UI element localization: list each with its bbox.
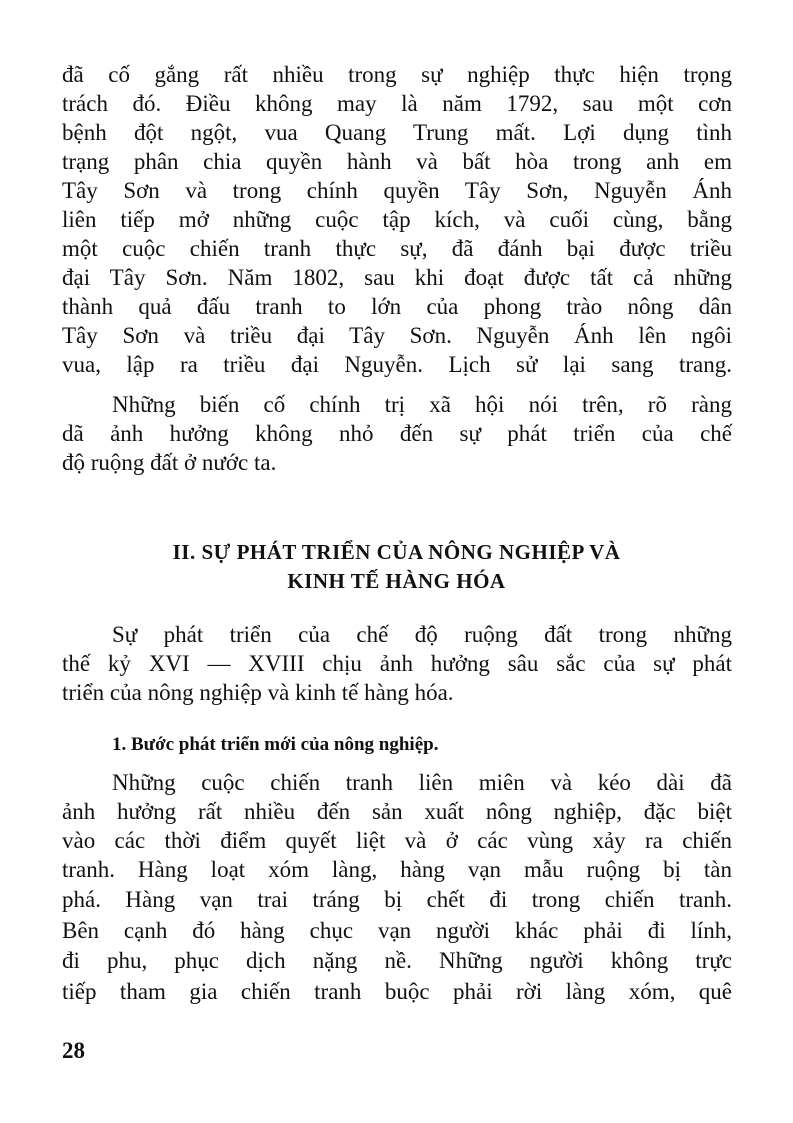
page-number: 28 [62,1038,85,1063]
text-line: đã cố gắng rất nhiều trong sự nghiệp thực hiện trọng [62,62,732,87]
text-line: vào các thời điểm quyết liệt và ở các vùng xảy ra chiến [62,828,732,853]
text-line: Sự phát triển của chế độ ruộng đất trong những [112,622,732,647]
text-line: liên tiếp mở những cuộc tập kích, và cuối cùng, bằng [62,207,732,232]
section-heading: KINH TẾ HÀNG HÓA [287,569,506,593]
text-line: Những cuộc chiến tranh liên miên và kéo dài đã [112,770,732,795]
text-line: bệnh đột ngột, vua Quang Trung mất. Lợi dụng tình [62,120,732,145]
subheading: 1. Bước phát triển mới của nông nghiệp. [112,734,439,755]
text-line: thế kỷ XVI — XVIII chịu ảnh hưởng sâu sắc của sự phát [62,651,732,676]
text-line: dã ảnh hưởng không nhỏ đến sự phát triển của chế [62,421,732,446]
text-line: đại Tây Sơn. Năm 1802, sau khi đoạt được tất cả những [62,265,732,290]
text-line: đi phu, phục dịch nặng nề. Những người không trực [62,948,732,973]
text-line: Tây Sơn và triều đại Tây Sơn. Nguyễn Ánh lên ngôi [62,323,732,348]
text-line: trạng phân chia quyền hành và bất hòa trong anh em [62,149,732,174]
section-heading: II. SỰ PHÁT TRIỂN CỦA NÔNG NGHIỆP VÀ [172,540,621,564]
text-line: tranh. Hàng loạt xóm làng, hàng vạn mẫu ruộng bị tàn [62,857,732,882]
text-line: thành quả đấu tranh to lớn của phong trào nông dân [62,294,732,319]
text-line: tiếp tham gia chiến tranh buộc phải rời làng xóm, quê [62,979,732,1004]
text-line: Những biến cố chính trị xã hội nói trên, rõ ràng [112,392,732,417]
text-line: một cuộc chiến tranh thực sự, đã đánh bại được triều [62,236,732,261]
text-line: độ ruộng đất ở nước ta. [62,450,277,475]
text-line: phá. Hàng vạn trai tráng bị chết đi trong chiến tranh. [62,887,732,912]
text-line: ảnh hưởng rất nhiều đến sản xuất nông nghiệp, đặc biệt [62,799,732,824]
text-line: Tây Sơn và trong chính quyền Tây Sơn, Nguyễn Ánh [62,178,732,203]
text-line: vua, lập ra triều đại Nguyễn. Lịch sử lại sang trang. [62,352,732,377]
text-line: trách đó. Điều không may là năm 1792, sau một cơn [62,91,732,116]
text-line: Bên cạnh đó hàng chục vạn người khác phải đi lính, [62,918,732,943]
text-line: triển của nông nghiệp và kinh tế hàng hóa. [62,680,454,705]
